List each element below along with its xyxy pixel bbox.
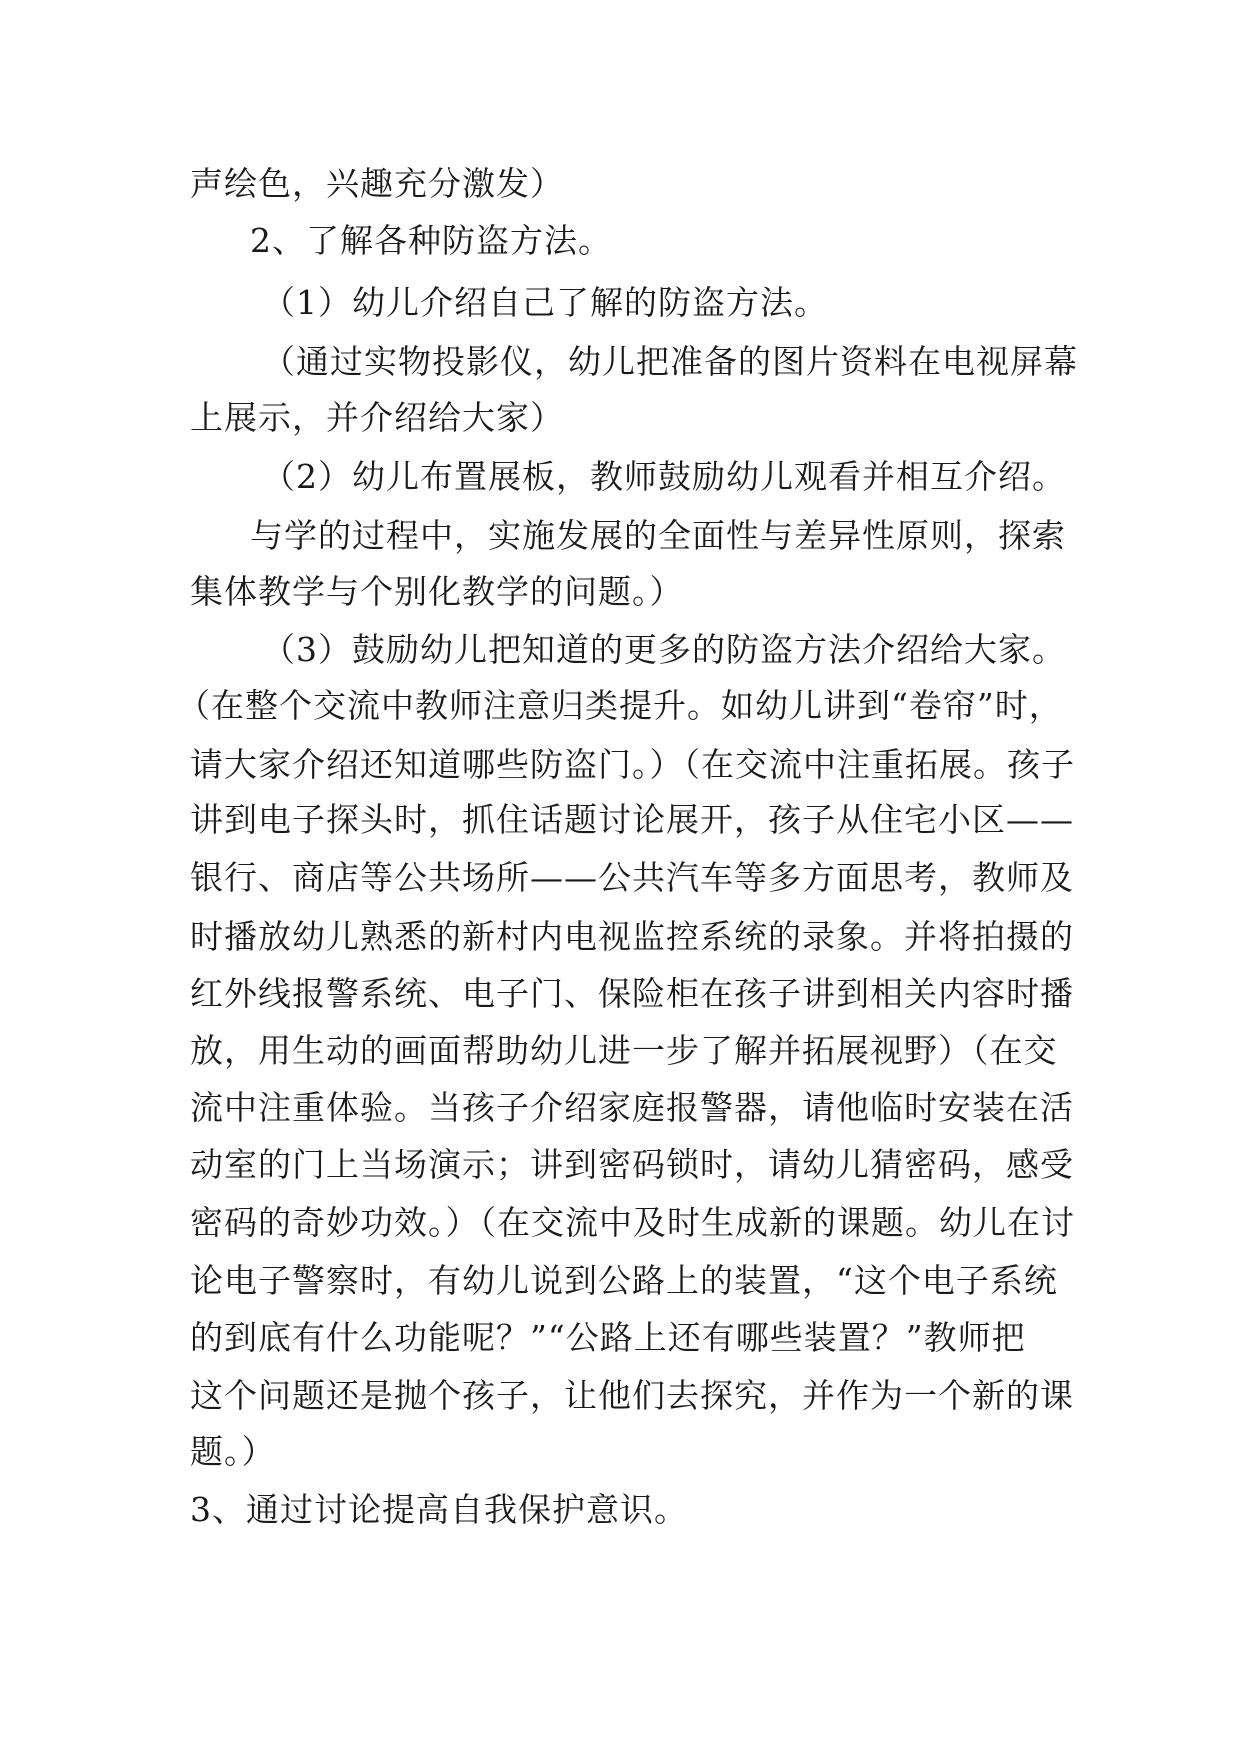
text-line: 动室的门上当场演示；讲到密码锁时，请幼儿猜密码，感受 bbox=[190, 1145, 1074, 1184]
section-heading: 2、了解各种防盗方法。 bbox=[250, 221, 612, 260]
text-line: 论电子警察时，有幼儿说到公路上的装置，“这个电子系统 bbox=[190, 1261, 1058, 1300]
text-line: （在整个交流中教师注意归类提升。如幼儿讲到“卷帘”时， bbox=[177, 686, 1063, 725]
text-line: （2）幼儿布置展板，教师鼓励幼儿观看并相互介绍。 bbox=[262, 457, 1066, 496]
text-line: 集体教学与个别化教学的问题。） bbox=[190, 572, 684, 611]
text-line: 这个问题还是抛个孩子，让他们去探究，并作为一个新的课 bbox=[190, 1376, 1074, 1415]
text-line: 密码的奇妙功效。）（在交流中及时生成新的课题。幼儿在讨 bbox=[190, 1203, 1075, 1242]
text-line: 放，用生动的画面帮助幼儿进一步了解并拓展视野）（在交 bbox=[190, 1031, 1058, 1070]
text-line: 请大家介绍还知道哪些防盗门。）（在交流中注重拓展。孩子 bbox=[190, 745, 1075, 784]
text-line: 题。） bbox=[190, 1432, 276, 1471]
text-line: （3）鼓励幼儿把知道的更多的防盗方法介绍给大家。 bbox=[262, 630, 1066, 669]
text-line: 流中注重体验。当孩子介绍家庭报警器，请他临时安装在活 bbox=[190, 1088, 1074, 1127]
text-line: （通过实物投影仪，幼儿把准备的图片资料在电视屏幕 bbox=[262, 342, 1078, 381]
section-heading: 3、通过讨论提高自我保护意识。 bbox=[190, 1490, 688, 1529]
text-line: 时播放幼儿熟悉的新村内电视监控系统的录象。并将拍摄的 bbox=[190, 917, 1074, 956]
text-line: 红外线报警系统、电子门、保险柜在孩子讲到相关内容时播 bbox=[190, 974, 1074, 1013]
text-line: 声绘色，兴趣充分激发） bbox=[190, 164, 564, 203]
text-line: 上展示，并介绍给大家） bbox=[190, 398, 564, 437]
text-line: 银行、商店等公共场所——公共汽车等多方面思考，教师及 bbox=[190, 858, 1074, 897]
text-line: 讲到电子探头时，抓住话题讨论展开，孩子从住宅小区—— bbox=[190, 800, 1074, 839]
text-line: （1）幼儿介绍自己了解的防盗方法。 bbox=[262, 283, 828, 322]
text-line: 与学的过程中，实施发展的全面性与差异性原则，探索 bbox=[250, 516, 1066, 555]
text-line: 的到底有什么功能呢？”“公路上还有哪些装置？”教师把 bbox=[190, 1318, 1026, 1357]
